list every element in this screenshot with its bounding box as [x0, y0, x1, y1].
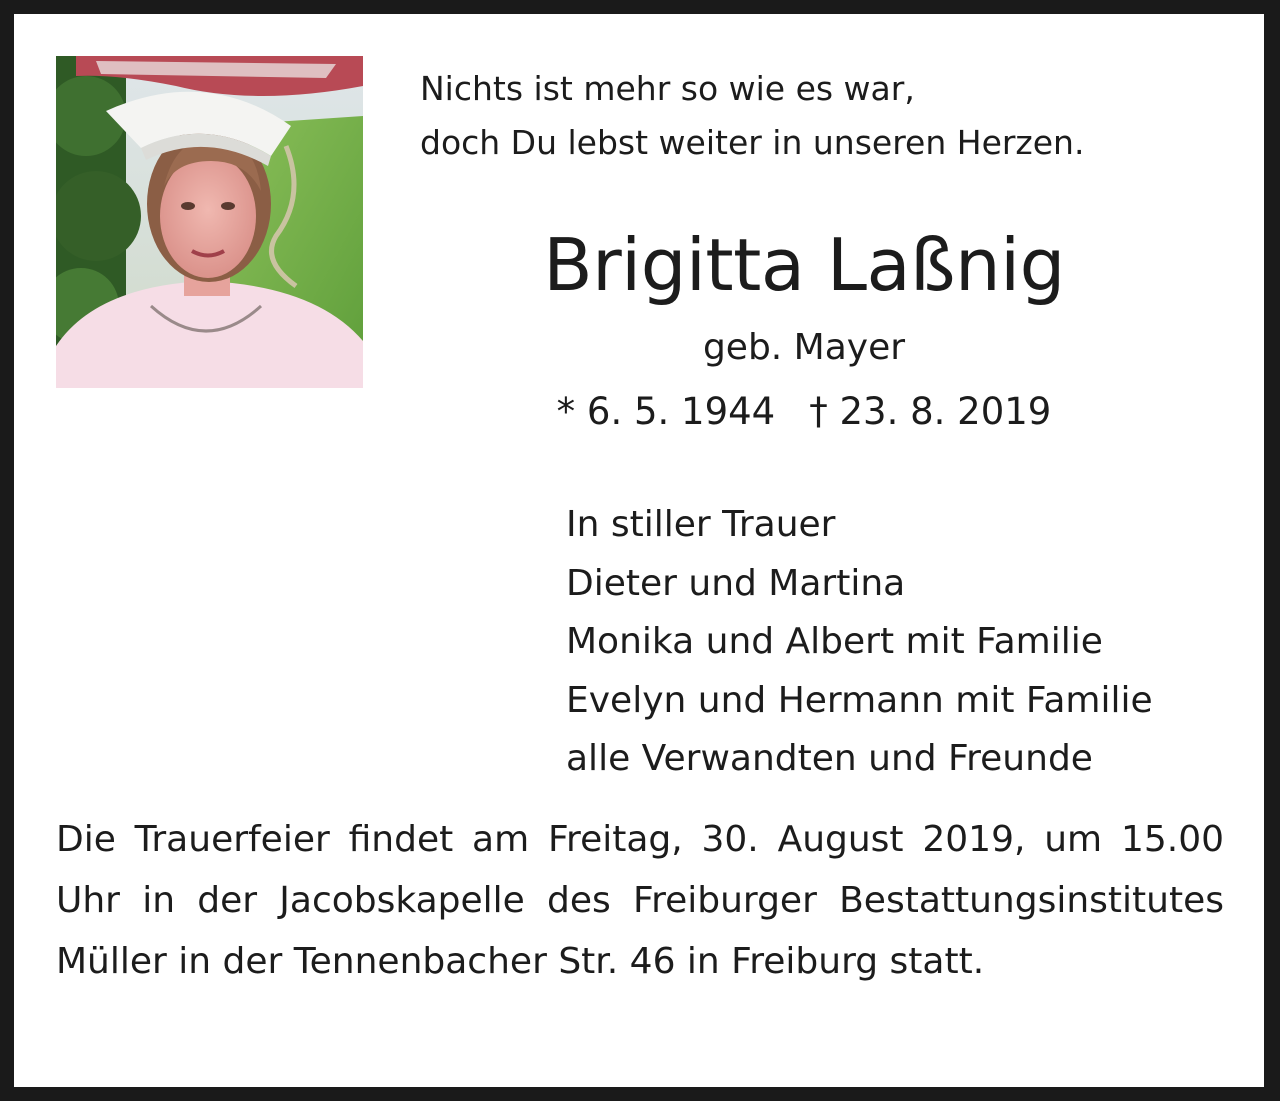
- deceased-name: Brigitta Laßnig: [543, 223, 1065, 307]
- mourner-line: Evelyn und Hermann mit Familie: [566, 679, 1153, 721]
- life-dates: [314, 388, 1280, 436]
- mourners-intro: In stiller Trauer: [566, 504, 836, 545]
- mourner-line: alle Verwandten und Freunde: [566, 738, 1093, 779]
- birth-name: geb. Mayer: [702, 327, 906, 368]
- birth-date: * 6. 5. 1944: [556, 390, 776, 433]
- mourner-line: Monika und Albert mit Familie: [566, 621, 1103, 662]
- ceremony-info: Die Trauerfeier findet am Freitag, 30. August 2019, um 15.00 Uhr in der Jacobskapelle des Freiburger Bestattungsinstitutes Müller in der Tennenbacher Str. 46 in Freiburg statt.: [56, 819, 1224, 982]
- obituary-notice: [14, 14, 1264, 1087]
- mourner-line: Dieter und Martina: [566, 562, 906, 604]
- motto: [420, 62, 1084, 170]
- death-date: † 23. 8. 2019: [809, 390, 1052, 433]
- mourners-list: [566, 496, 1153, 789]
- motto-line-2: doch Du lebst weiter in unseren Herzen.: [420, 123, 1085, 162]
- motto-line-1: Nichts ist mehr so wie es war,: [420, 69, 915, 108]
